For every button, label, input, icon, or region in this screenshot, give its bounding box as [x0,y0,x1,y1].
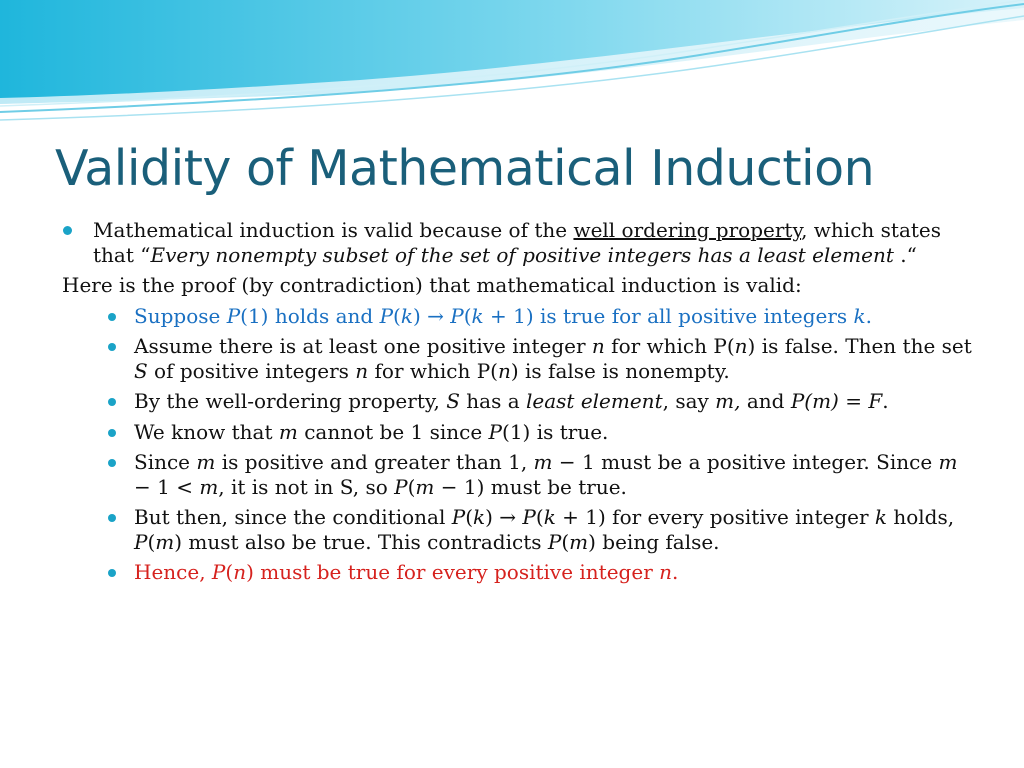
bullet-dot-icon [63,226,72,235]
header-wave-decoration [0,0,1024,130]
proof-step: Hence, P(n) must be true for every positive integer n. [60,560,980,585]
intro-text: .“ [893,242,917,267]
bullet-dot-icon [108,459,116,467]
bullet-dot-icon [108,514,116,522]
intro-quote: Every nonempty subset of the set of positive integers has a least element [150,242,894,267]
proof-step: Since m is positive and greater than 1, m − 1 must be a positive integer. Since m − 1 < m, it is not in S, so P(m − 1) must be true. [60,450,980,499]
proof-steps-list [60,304,980,585]
proof-step: By the well-ordering property, S has a least element, say m, and P(m) = F. [60,389,980,414]
slide-body [60,218,980,591]
well-ordering-term: well ordering property [573,218,802,242]
proof-step: Assume there is at least one positive integer n for which P(n) is false. Then the set S of positive integers n for which P(n) is false is nonempty. [60,334,980,383]
slide-title: Validity of Mathematical Induction [55,140,875,197]
proof-intro: Here is the proof (by contradiction) that mathematical induction is valid: [62,273,802,297]
intro-text: , which states that “ [93,218,942,267]
bullet-dot-icon [108,398,116,406]
bullet-dot-icon [108,569,116,577]
bullet-dot-icon [108,343,116,351]
proof-step: But then, since the conditional P(k) → P(k + 1) for every positive integer k holds, P(m) must also be true. This contradicts P(m) being false. [60,505,980,554]
bullet-dot-icon [108,429,116,437]
proof-step: Suppose P(1) holds and P(k) → P(k + 1) is true for all positive integers k. [60,304,980,329]
intro-text: Mathematical induction is valid because of the [93,218,574,242]
proof-step: We know that m cannot be 1 since P(1) is true. [60,420,980,445]
bullet-dot-icon [108,313,116,321]
intro-paragraph [60,218,980,267]
